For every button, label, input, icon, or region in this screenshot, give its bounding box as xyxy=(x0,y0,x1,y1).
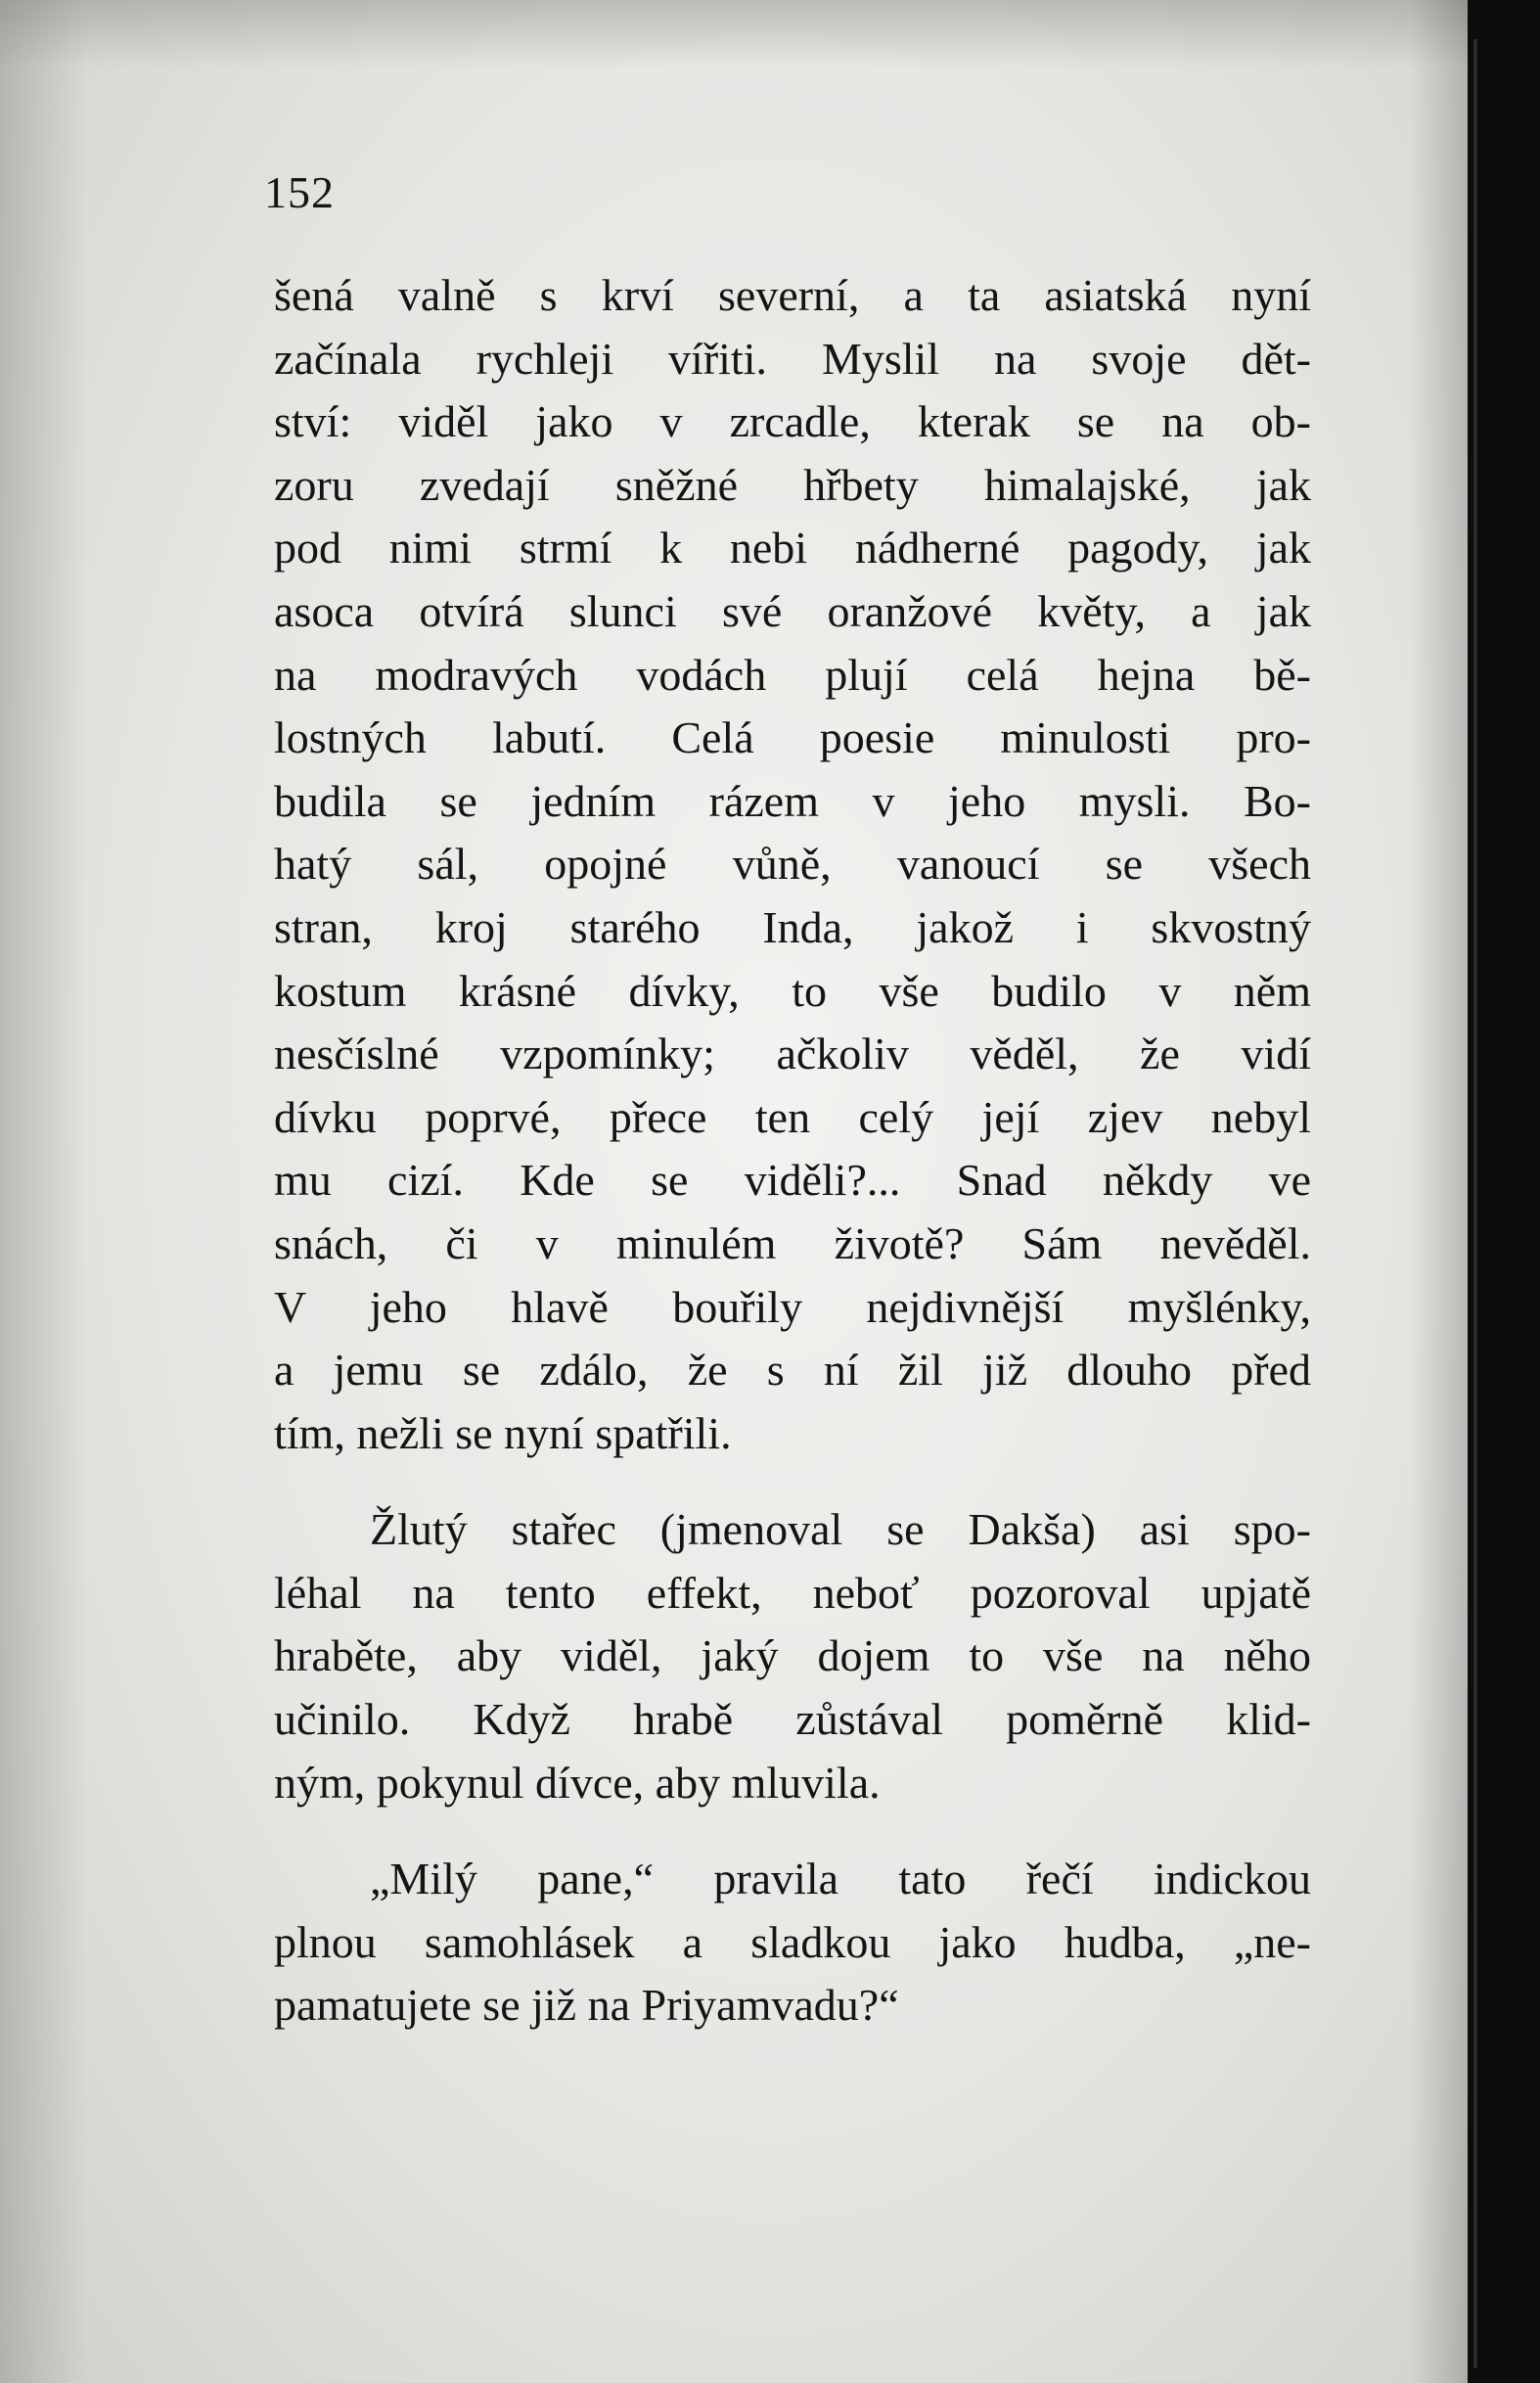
text-line: „Milý pane,“ pravila tato řečí indickou xyxy=(370,1854,1311,1904)
text-line: a jemu se zdálo, že s ní žil již dlouho před xyxy=(274,1345,1311,1396)
text-line: stran, kroj starého Inda, jakož i skvostný xyxy=(274,901,1311,952)
text-line: hraběte, aby viděl, jaký dojem to vše na něho xyxy=(274,1630,1311,1681)
text-line: pod nimi strmí k nebi nádherné pagody, jak xyxy=(274,523,1311,573)
text-line: budila se jedním rázem v jeho mysli. Bo- xyxy=(274,775,1311,826)
text-line: V jeho hlavě bouřily nejdivnější myšlénky, xyxy=(274,1281,1311,1332)
text-line: plnou samohlásek a sladkou jako hudba, „ne- xyxy=(274,1916,1311,1967)
paragraph-1 xyxy=(274,264,1311,1465)
text-line: lostných labutí. Celá poesie minulosti pro- xyxy=(274,712,1311,763)
text-line: zoru zvedají sněžné hřbety himalajské, jak xyxy=(274,459,1311,510)
text-line: ství: viděl jako v zrcadle, kterak se na ob- xyxy=(274,396,1311,447)
text-line: mu cizí. Kde se viděli?... Snad někdy ve xyxy=(274,1155,1311,1206)
text-line: Žlutý stařec (jmenoval se Dakša) asi spo- xyxy=(370,1504,1311,1555)
text-line: snách, či v minulém životě? Sám nevěděl. xyxy=(274,1217,1311,1268)
binding-shadow xyxy=(1409,0,1468,2383)
text-line: na modravých vodách plují celá hejna bě- xyxy=(274,649,1311,700)
text-line: léhal na tento effekt, neboť pozoroval upjatě xyxy=(274,1567,1311,1618)
book-binding xyxy=(1468,0,1540,2383)
text-line: začínala rychleji vířiti. Myslil na svoje dět- xyxy=(274,333,1311,384)
binding-edge-line xyxy=(1473,39,1477,2368)
text-line: ným, pokynul dívce, aby mluvila. xyxy=(274,1757,881,1808)
page-number: 152 xyxy=(264,167,335,217)
page-left-edge-shading xyxy=(0,0,88,2383)
paragraph-2 xyxy=(274,1498,1311,1814)
page-top-edge-shading xyxy=(0,0,1468,69)
body-text xyxy=(274,264,1311,2038)
text-line: dívku poprvé, přece ten celý její zjev nebyl xyxy=(274,1091,1311,1142)
text-line: tím, nežli se nyní spatřili. xyxy=(274,1407,732,1458)
text-line: nesčíslné vzpomínky; ačkoliv věděl, že vidí xyxy=(274,1029,1311,1079)
paragraph-3 xyxy=(274,1848,1311,2038)
text-line: učinilo. Když hrabě zůstával poměrně klid- xyxy=(274,1694,1311,1745)
text-line: hatý sál, opojné vůně, vanoucí se všech xyxy=(274,839,1311,890)
text-line: asoca otvírá slunci své oranžové květy, a jak xyxy=(274,585,1311,636)
text-line: kostum krásné dívky, to vše budilo v něm xyxy=(274,965,1311,1016)
text-line: pamatujete se již na Priyamvadu?“ xyxy=(274,1980,899,2031)
text-line: šená valně s krví severní, a ta asiatská nyní xyxy=(274,270,1311,320)
